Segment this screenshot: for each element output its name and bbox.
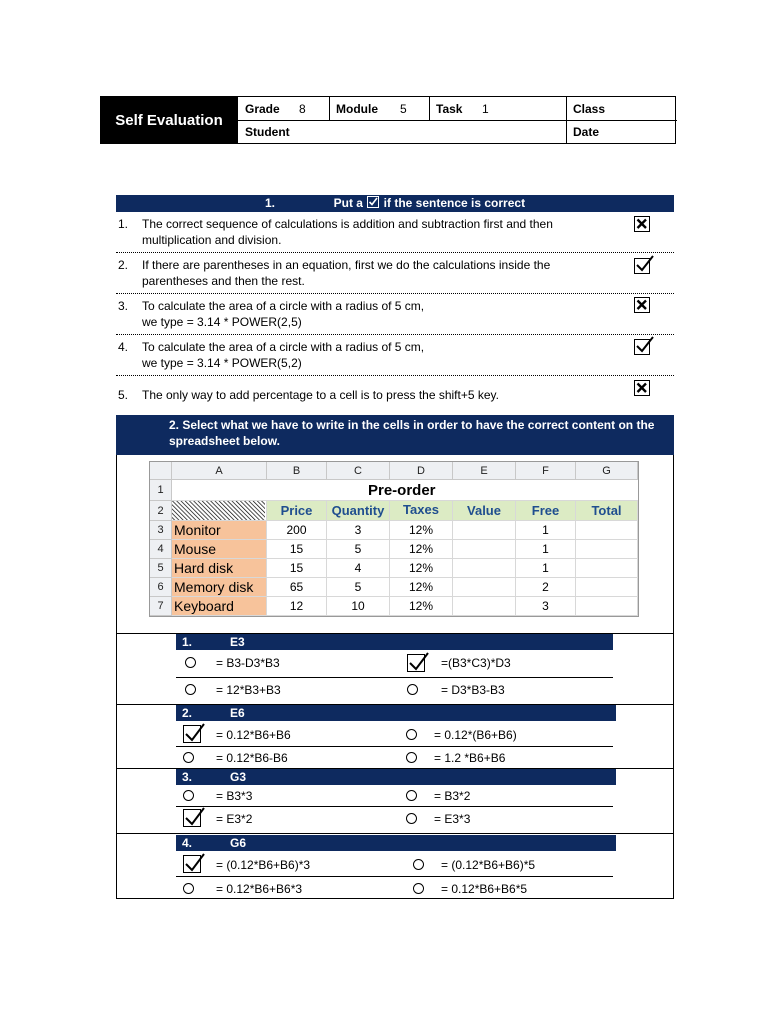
student-label: Student xyxy=(245,125,290,139)
item-number: 1. xyxy=(118,217,129,231)
data-cell: 15 xyxy=(267,540,327,559)
divider xyxy=(116,833,674,834)
item-number: 5. xyxy=(118,388,129,402)
grade-value: 8 xyxy=(299,102,306,116)
data-cell: 12% xyxy=(390,521,453,540)
option-text: = D3*B3-B3 xyxy=(441,683,505,697)
data-cell: 1 xyxy=(516,559,576,578)
checkbox-checked[interactable] xyxy=(183,855,201,873)
data-cell: 4 xyxy=(327,559,390,578)
row-label: Hard disk xyxy=(172,559,267,578)
radio-option[interactable] xyxy=(406,813,417,824)
question-cell: G3 xyxy=(230,770,247,784)
option-text: = B3*3 xyxy=(216,789,253,803)
data-cell: 65 xyxy=(267,578,327,597)
checkbox-checked[interactable] xyxy=(407,654,425,672)
data-cell: 1 xyxy=(516,521,576,540)
divider xyxy=(329,97,330,120)
divider xyxy=(176,677,613,678)
divider xyxy=(566,97,567,143)
hatched-cell xyxy=(172,501,267,521)
item-number: 2. xyxy=(118,258,129,272)
data-cell: 12% xyxy=(390,559,453,578)
radio-option[interactable] xyxy=(183,752,194,763)
row-header: 1 xyxy=(150,480,172,501)
item-text: If there are parentheses in an equation, first we do the calculations inside the parentheses and then the rest. xyxy=(142,258,551,288)
section1-heading-post: if the sentence is correct xyxy=(383,196,526,210)
page-title: Self Evaluation xyxy=(101,97,237,143)
section1-number: 1. xyxy=(264,196,275,210)
row-header: 7 xyxy=(150,597,172,616)
checkbox-checked[interactable] xyxy=(183,725,201,743)
question-cell: G6 xyxy=(230,836,247,850)
data-cell: 12% xyxy=(390,597,453,616)
question-number: 1. xyxy=(182,635,193,649)
sheet-title: Pre-order xyxy=(172,480,638,501)
data-cell xyxy=(453,597,516,616)
item-text: To calculate the area of a circle with a radius of 5 cm, xyxy=(142,299,425,313)
checkbox-checked[interactable] xyxy=(634,258,650,274)
header-cell: Free xyxy=(516,501,576,521)
question-cell: E6 xyxy=(230,706,245,720)
data-cell xyxy=(576,559,638,578)
data-cell: 12% xyxy=(390,540,453,559)
column-header: C xyxy=(327,462,390,480)
checkbox-checked[interactable] xyxy=(634,339,650,355)
row-label: Mouse xyxy=(172,540,267,559)
header-cell: Total xyxy=(576,501,638,521)
checkbox-x-mark[interactable] xyxy=(634,297,650,313)
data-cell xyxy=(453,578,516,597)
item-text: The only way to add percentage to a cell is to press the shift+5 key. xyxy=(142,388,499,402)
data-cell xyxy=(576,597,638,616)
divider xyxy=(116,293,674,294)
checkbox-icon xyxy=(367,196,379,208)
question-heading xyxy=(176,634,613,650)
section1-heading xyxy=(116,195,674,212)
radio-option[interactable] xyxy=(185,657,196,668)
radio-option[interactable] xyxy=(406,790,417,801)
question-heading xyxy=(176,835,616,851)
column-header: D xyxy=(390,462,453,480)
header-cell: Price xyxy=(267,501,327,521)
row-header: 5 xyxy=(150,559,172,578)
data-cell xyxy=(576,540,638,559)
spreadsheet xyxy=(149,461,639,617)
data-cell xyxy=(576,521,638,540)
option-text: = B3*2 xyxy=(434,789,471,803)
row-label: Memory disk xyxy=(172,578,267,597)
divider xyxy=(116,375,674,376)
question-cell: E3 xyxy=(230,635,245,649)
grade-label: Grade xyxy=(245,102,280,116)
radio-option[interactable] xyxy=(185,684,196,695)
radio-option[interactable] xyxy=(413,859,424,870)
option-text: = E3*2 xyxy=(216,812,253,826)
column-header: F xyxy=(516,462,576,480)
column-header: B xyxy=(267,462,327,480)
divider xyxy=(176,876,613,877)
data-cell xyxy=(453,521,516,540)
option-text: = 0.12*B6+B6*3 xyxy=(216,882,303,896)
list-item xyxy=(116,257,636,293)
option-text: = (0.12*B6+B6)*5 xyxy=(441,858,536,872)
option-text: = 0.12*B6+B6 xyxy=(216,728,291,742)
question-number: 3. xyxy=(182,770,193,784)
row-header: 2 xyxy=(150,501,172,521)
list-item xyxy=(116,298,636,334)
radio-option[interactable] xyxy=(406,729,417,740)
row-header: 3 xyxy=(150,521,172,540)
list-item xyxy=(116,216,636,252)
option-text: = 1.2 *B6+B6 xyxy=(434,751,506,765)
checkbox-x-mark[interactable] xyxy=(634,216,650,232)
data-cell: 15 xyxy=(267,559,327,578)
data-cell: 10 xyxy=(327,597,390,616)
data-cell: 3 xyxy=(516,597,576,616)
radio-option[interactable] xyxy=(406,752,417,763)
header-cell: Taxes xyxy=(390,501,453,521)
date-label: Date xyxy=(573,125,600,139)
corner-cell xyxy=(150,462,172,480)
item-text: we type = 3.14 * POWER(5,2) xyxy=(142,356,302,370)
question-heading xyxy=(176,705,616,721)
column-header: A xyxy=(172,462,267,480)
option-text: = 0.12*(B6+B6) xyxy=(434,728,517,742)
task-label: Task xyxy=(436,102,463,116)
data-cell xyxy=(453,559,516,578)
header-cell: Quantity xyxy=(327,501,390,521)
item-number: 4. xyxy=(118,340,129,354)
radio-option[interactable] xyxy=(407,684,418,695)
header-table xyxy=(100,96,676,144)
list-item xyxy=(116,387,636,405)
radio-option[interactable] xyxy=(413,883,424,894)
data-cell: 3 xyxy=(327,521,390,540)
item-text: we type = 3.14 * POWER(2,5) xyxy=(142,315,302,329)
row-header: 4 xyxy=(150,540,172,559)
checkbox-checked[interactable] xyxy=(183,809,201,827)
header-cell: Value xyxy=(453,501,516,521)
item-number: 3. xyxy=(118,299,129,313)
divider xyxy=(176,746,613,747)
option-text: =(B3*C3)*D3 xyxy=(441,656,511,670)
question-number: 2. xyxy=(182,706,193,720)
module-value: 5 xyxy=(400,102,407,116)
data-cell: 1 xyxy=(516,540,576,559)
item-text: The correct sequence of calculations is addition and subtraction first and then multiplication and division. xyxy=(142,217,553,247)
option-text: = B3-D3*B3 xyxy=(216,656,280,670)
question-heading xyxy=(176,769,616,785)
section1-heading-pre: Put a xyxy=(333,196,363,210)
checkbox-x-mark[interactable] xyxy=(634,380,650,396)
divider xyxy=(237,120,677,121)
data-cell: 12 xyxy=(267,597,327,616)
row-label: Keyboard xyxy=(172,597,267,616)
data-cell xyxy=(576,578,638,597)
data-cell: 12% xyxy=(390,578,453,597)
question-number: 4. xyxy=(182,836,193,850)
radio-option[interactable] xyxy=(183,883,194,894)
section2-heading: 2. Select what we have to write in the cells in order to have the correct content on the spreadsheet below. xyxy=(116,415,674,455)
divider xyxy=(116,334,674,335)
option-text: = 0.12*B6-B6 xyxy=(216,751,288,765)
divider xyxy=(176,806,613,807)
data-cell: 5 xyxy=(327,578,390,597)
divider xyxy=(429,97,430,120)
option-text: = 12*B3+B3 xyxy=(216,683,281,697)
column-header: E xyxy=(453,462,516,480)
divider xyxy=(116,252,674,253)
data-cell xyxy=(453,540,516,559)
radio-option[interactable] xyxy=(183,790,194,801)
item-text: To calculate the area of a circle with a radius of 5 cm, xyxy=(142,340,425,354)
task-value: 1 xyxy=(482,102,489,116)
option-text: = (0.12*B6+B6)*3 xyxy=(216,858,311,872)
class-label: Class xyxy=(573,102,606,116)
data-cell: 200 xyxy=(267,521,327,540)
module-label: Module xyxy=(336,102,378,116)
column-header: G xyxy=(576,462,638,480)
option-text: = 0.12*B6+B6*5 xyxy=(441,882,528,896)
option-text: = E3*3 xyxy=(434,812,471,826)
row-header: 6 xyxy=(150,578,172,597)
data-cell: 2 xyxy=(516,578,576,597)
data-cell: 5 xyxy=(327,540,390,559)
row-label: Monitor xyxy=(172,521,267,540)
list-item xyxy=(116,339,636,375)
